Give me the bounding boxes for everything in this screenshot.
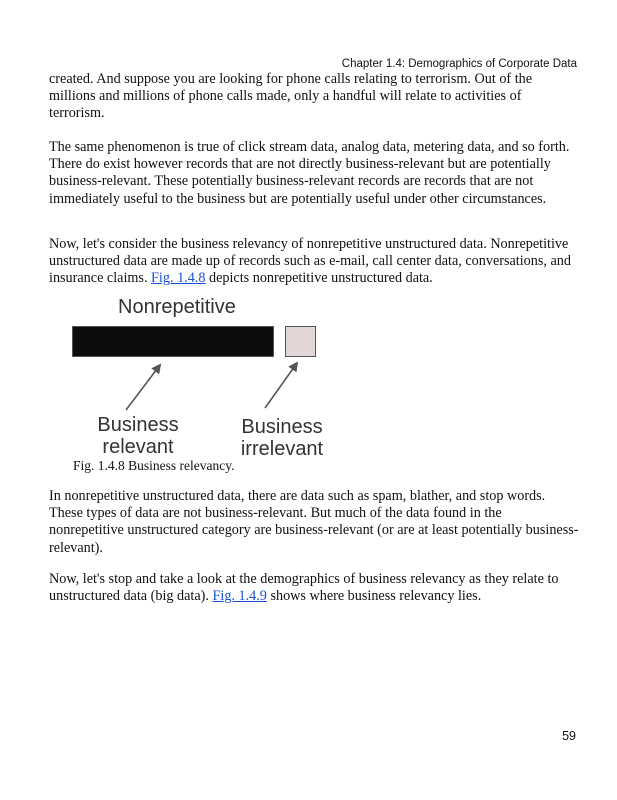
figure-caption: Fig. 1.4.8 Business relevancy. <box>73 458 235 473</box>
arrow-to-irrelevant <box>265 363 297 408</box>
paragraph-5-text-before: Now, let's stop and take a look at the demographics of business relevancy as they relate to unstructured data (big data). <box>49 571 559 605</box>
arrow-to-relevant <box>126 365 160 410</box>
paragraph-2: The same phenomenon is true of click stream data, analog data, metering data, and so forth. There do exist however records that are not directly business-relevant but are potentially business-relevant. These potentially business-relevant records are records that are not immediately useful to the business but are potentially useful under other circumstances. <box>49 139 570 207</box>
paragraph-3-text-after: depicts nonrepetitive unstructured data. <box>205 270 433 287</box>
running-head: Chapter 1.4: Demographics of Corporate Data <box>341 58 577 70</box>
figure-link-1-4-9[interactable]: Fig. 1.4.9 <box>212 588 267 605</box>
business-relevant-bar <box>72 326 274 357</box>
paragraph-3 <box>49 236 579 288</box>
page-number: 59 <box>562 729 576 743</box>
paragraph-1: created. And suppose you are looking for phone calls relating to terrorism. Out of the millions and millions of phone calls made, only a handful will relate to activities of terrorism. <box>49 71 533 122</box>
figure-title: Nonrepetitive <box>118 296 236 318</box>
figure-link-1-4-8[interactable]: Fig. 1.4.8 <box>151 270 206 287</box>
paragraph-4: In nonrepetitive unstructured data, there are data such as spam, blather, and stop words. These types of data are not business-relevant. But much of the data found in the nonrepetitive unstructured category are business-relevant (or are at least potentially business-relevant). <box>49 488 579 556</box>
paragraph-5-text-after: shows where business relevancy lies. <box>266 588 482 605</box>
business-irrelevant-box <box>285 326 316 357</box>
paragraph-5 <box>49 571 579 605</box>
label-business-relevant: Business relevant <box>97 414 179 458</box>
paragraph-3-text-before: Now, let's consider the business relevancy of nonrepetitive unstructured data. Nonrepetitive unstructured data are made up of records such as e-mail, call center data, conversations, and insurance claims. <box>49 236 571 287</box>
label-business-irrelevant: Business irrelevant <box>240 416 324 460</box>
